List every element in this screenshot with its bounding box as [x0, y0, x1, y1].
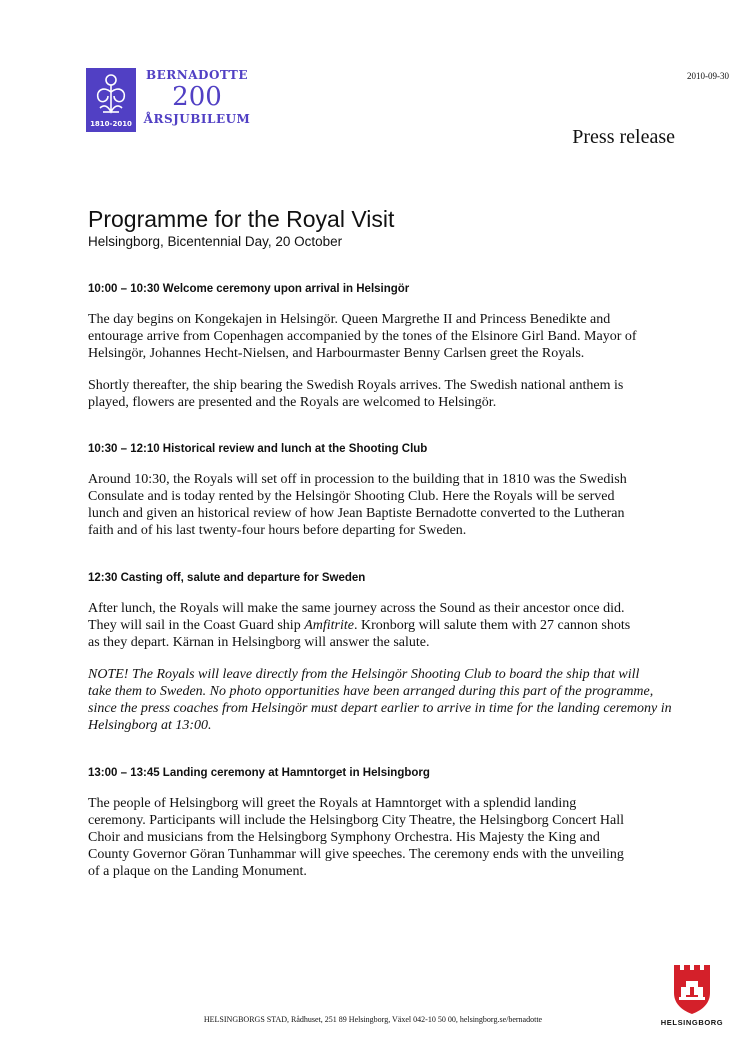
section-3-note [88, 666, 688, 734]
page-subtitle: Helsingborg, Bicentennial Day, 20 October [88, 234, 343, 249]
text-line: Shortly thereafter, the ship bearing the Swedish Royals arrives. The Swedish national anthem is [88, 378, 624, 393]
text-line: take them to Sweden. No photo opportunities have been arranged during this part of the programme, [88, 684, 654, 699]
text-segment: They will sail in the Coast Guard ship [88, 618, 305, 633]
text-line: County Governor Göran Tunhammar will give speeches. The ceremony ends with the unveiling [88, 847, 624, 862]
section-3-paragraph-1 [88, 600, 688, 651]
text-line: Choir and musicians from the Helsingborg Symphony Orchestra. His Majesty the King and [88, 830, 600, 845]
logo-line-3: ÅRSJUBILEUM [143, 112, 251, 126]
text-line: Helsingborg at 13:00. [88, 718, 212, 733]
text-line: Consulate and is today rented by the Helsingör Shooting Club. Here the Royals will be served [88, 489, 615, 504]
emblem-years: 1810-2010 [90, 120, 132, 128]
text-line: faith and of his last twenty-four hours before departing for Sweden. [88, 523, 467, 538]
text-line: Helsingör, Johannes Hecht-Nielsen, and Harbourmaster Benny Carlsen greet the Royals. [88, 346, 585, 361]
text-line: since the press coaches from Helsingör must depart earlier to arrive in time for the landing ceremony in [88, 701, 672, 716]
section-heading-3: 12:30 Casting off, salute and departure for Sweden [88, 572, 366, 584]
text-line: entourage arrive from Copenhagen accompanied by the tones of the Elsinore Girl Band. Mayor of [88, 329, 637, 344]
page-title: Programme for the Royal Visit [88, 206, 395, 232]
section-heading-4: 13:00 – 13:45 Landing ceremony at Hamntorget in Helsingborg [88, 767, 430, 779]
city-name: HELSINGBORG [660, 1018, 724, 1027]
section-heading-2: 10:30 – 12:10 Historical review and lunch at the Shooting Club [88, 443, 428, 455]
text-line [88, 617, 688, 634]
footer: HELSINGBORGS STAD, Rådhuset, 251 89 Helsingborg, Växel 042-10 50 00, helsingborg.se/bernadotte [203, 1015, 543, 1024]
text-line: played, flowers are presented and the Royals are welcomed to Helsingör. [88, 395, 497, 410]
text-line: as they depart. Kärnan in Helsingborg will answer the salute. [88, 635, 430, 650]
bernadotte-logo [86, 68, 256, 132]
text-line: NOTE! The Royals will leave directly from the Helsingör Shooting Club to board the ship that will [88, 667, 640, 682]
helsingborg-crest-icon [672, 963, 712, 1015]
logo-line-1: BERNADOTTE [146, 68, 248, 82]
text-segment: . Kronborg will salute them with 27 cannon shots [353, 618, 631, 633]
doc-type: Press release [572, 126, 675, 148]
section-2-paragraph-1 [88, 471, 688, 539]
text-line: ceremony. Participants will include the Helsingborg City Theatre, the Helsingborg Concert Hall [88, 813, 625, 828]
release-date: 2010-09-30 [687, 71, 729, 81]
text-line: The day begins on Kongekajen in Helsingör. Queen Margrethe II and Princess Benedikte and [88, 312, 611, 327]
text-line: After lunch, the Royals will make the same journey across the Sound as their ancestor once did. [88, 601, 625, 616]
section-heading-1: 10:00 – 10:30 Welcome ceremony upon arrival in Helsingör [88, 283, 410, 295]
section-1-paragraph-1 [88, 311, 688, 362]
logo-line-2: 200 [172, 82, 222, 112]
text-line: of a plaque on the Landing Monument. [88, 864, 307, 879]
bernadotte-emblem-icon [86, 68, 136, 132]
text-line: lunch and given an historical review of how Jean Baptiste Bernadotte converted to the Lutheran [88, 506, 625, 521]
text-line: Around 10:30, the Royals will set off in procession to the building that in 1810 was the Swedish [88, 472, 627, 487]
section-4-paragraph-1 [88, 795, 688, 880]
text-line: The people of Helsingborg will greet the Royals at Hamntorget with a splendid landing [88, 796, 577, 811]
section-1-paragraph-2 [88, 377, 688, 411]
ship-name: Amfitrite [304, 618, 354, 633]
